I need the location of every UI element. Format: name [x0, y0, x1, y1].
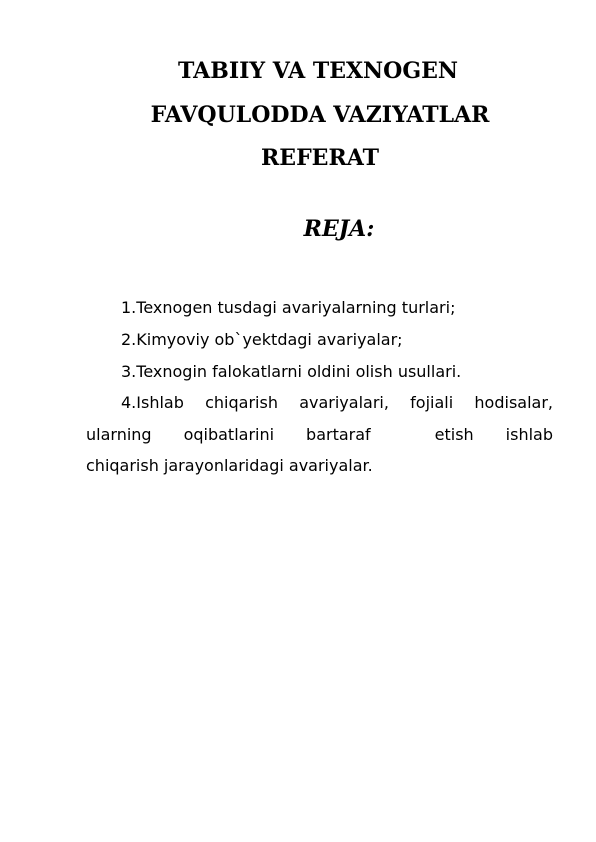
word: fojiali	[410, 393, 454, 412]
word: oqibatlarini	[183, 425, 275, 444]
word: ularning	[86, 425, 152, 444]
word: 4.Ishlab	[121, 393, 184, 412]
plan-item-2: 2.Kimyoviy ob`yektdagi avariyalar;	[121, 330, 403, 349]
plan-heading: REJA:	[303, 216, 375, 242]
word: hodisalar,	[474, 393, 553, 412]
plan-item-1: 1.Texnogen tusdagi avariyalarning turlari;	[121, 298, 456, 317]
title-line-1: TABIIY VA TEXNOGEN	[177, 58, 459, 84]
title-line-3: REFERAT	[261, 145, 379, 171]
title-line-2: FAVQULODDA VAZIYATLAR	[150, 102, 490, 128]
plan-item-4-line-2	[86, 425, 553, 445]
word: chiqarish	[205, 393, 278, 412]
plan-item-4-line-3: chiqarish jarayonlaridagi avariyalar.	[86, 456, 373, 475]
plan-item-4-line-1	[121, 393, 553, 413]
word: avariyalari,	[299, 393, 389, 412]
word: bartaraf	[306, 425, 371, 444]
word: ishlab	[505, 425, 553, 444]
word: etish	[434, 425, 474, 444]
plan-item-3: 3.Texnogin falokatlarni oldini olish usullari.	[121, 362, 462, 381]
